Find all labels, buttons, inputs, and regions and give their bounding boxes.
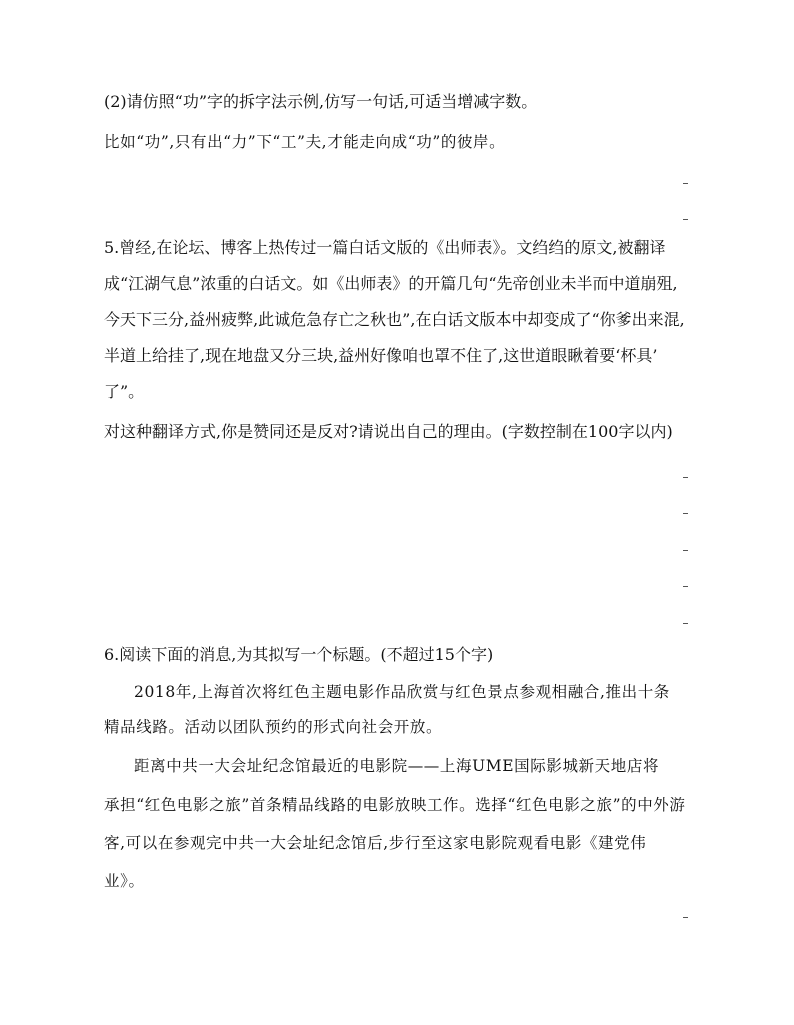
q6-passage-line: 客,可以在参观完中共一大会址纪念馆后,步行至这家电影院观看电影《建党伟 — [104, 834, 647, 852]
answer-line-mark — [683, 183, 688, 184]
q6-passage-line: 精品线路。活动以团队预约的形式向社会开放。 — [104, 718, 443, 736]
q2-prompt: (2)请仿照“功”字的拆字法示例,仿写一句话,可适当增减字数。 — [104, 92, 538, 111]
answer-line-mark — [683, 550, 688, 551]
q5-line: 5.曾经,在论坛、博客上热传过一篇白话文版的《出师表》。文绉绉的原文,被翻译 — [104, 238, 666, 257]
q6-passage-line: 业》。 — [104, 872, 145, 890]
answer-line-mark — [683, 477, 688, 478]
answer-line-mark — [683, 586, 688, 587]
q2-example: 比如“功”,只有出“力”下“工”夫,才能走向成“功”的彼岸。 — [104, 133, 506, 151]
answer-line-mark — [683, 513, 688, 514]
q5-line: 了”。 — [104, 382, 145, 401]
answer-line-mark — [683, 219, 688, 220]
q6-passage-line: 承担“红色电影之旅”首条精品线路的电影放映工作。选择“红色电影之旅”的中外游 — [104, 796, 686, 814]
q5-line: 今天下三分,益州疲弊,此诚危急存亡之秋也”,在白话文版本中却变成了“你爹出来混, — [104, 310, 685, 329]
q6-passage-line: 2018年,上海首次将红色主题电影作品欣赏与红色景点参观相融合,推出十条 — [134, 683, 670, 701]
q5-line: 半道上给挂了,现在地盘又分三块,益州好像咱也罩不住了,这世道眼瞅着要‘杯具’ — [104, 346, 658, 365]
q5-line: 成“江湖气息”浓重的白话文。如《出师表》的开篇几句“先帝创业未半而中道崩殂, — [104, 274, 678, 293]
answer-line-mark — [683, 623, 688, 624]
q6-prompt: 6.阅读下面的消息,为其拟写一个标题。(不超过15个字) — [104, 645, 494, 664]
answer-line-mark — [683, 917, 688, 918]
q5-question: 对这种翻译方式,你是赞同还是反对?请说出自己的理由。(字数控制在100字以内) — [104, 422, 673, 441]
q6-passage-line: 距离中共一大会址纪念馆最近的电影院——上海UME国际影城新天地店将 — [134, 757, 660, 775]
